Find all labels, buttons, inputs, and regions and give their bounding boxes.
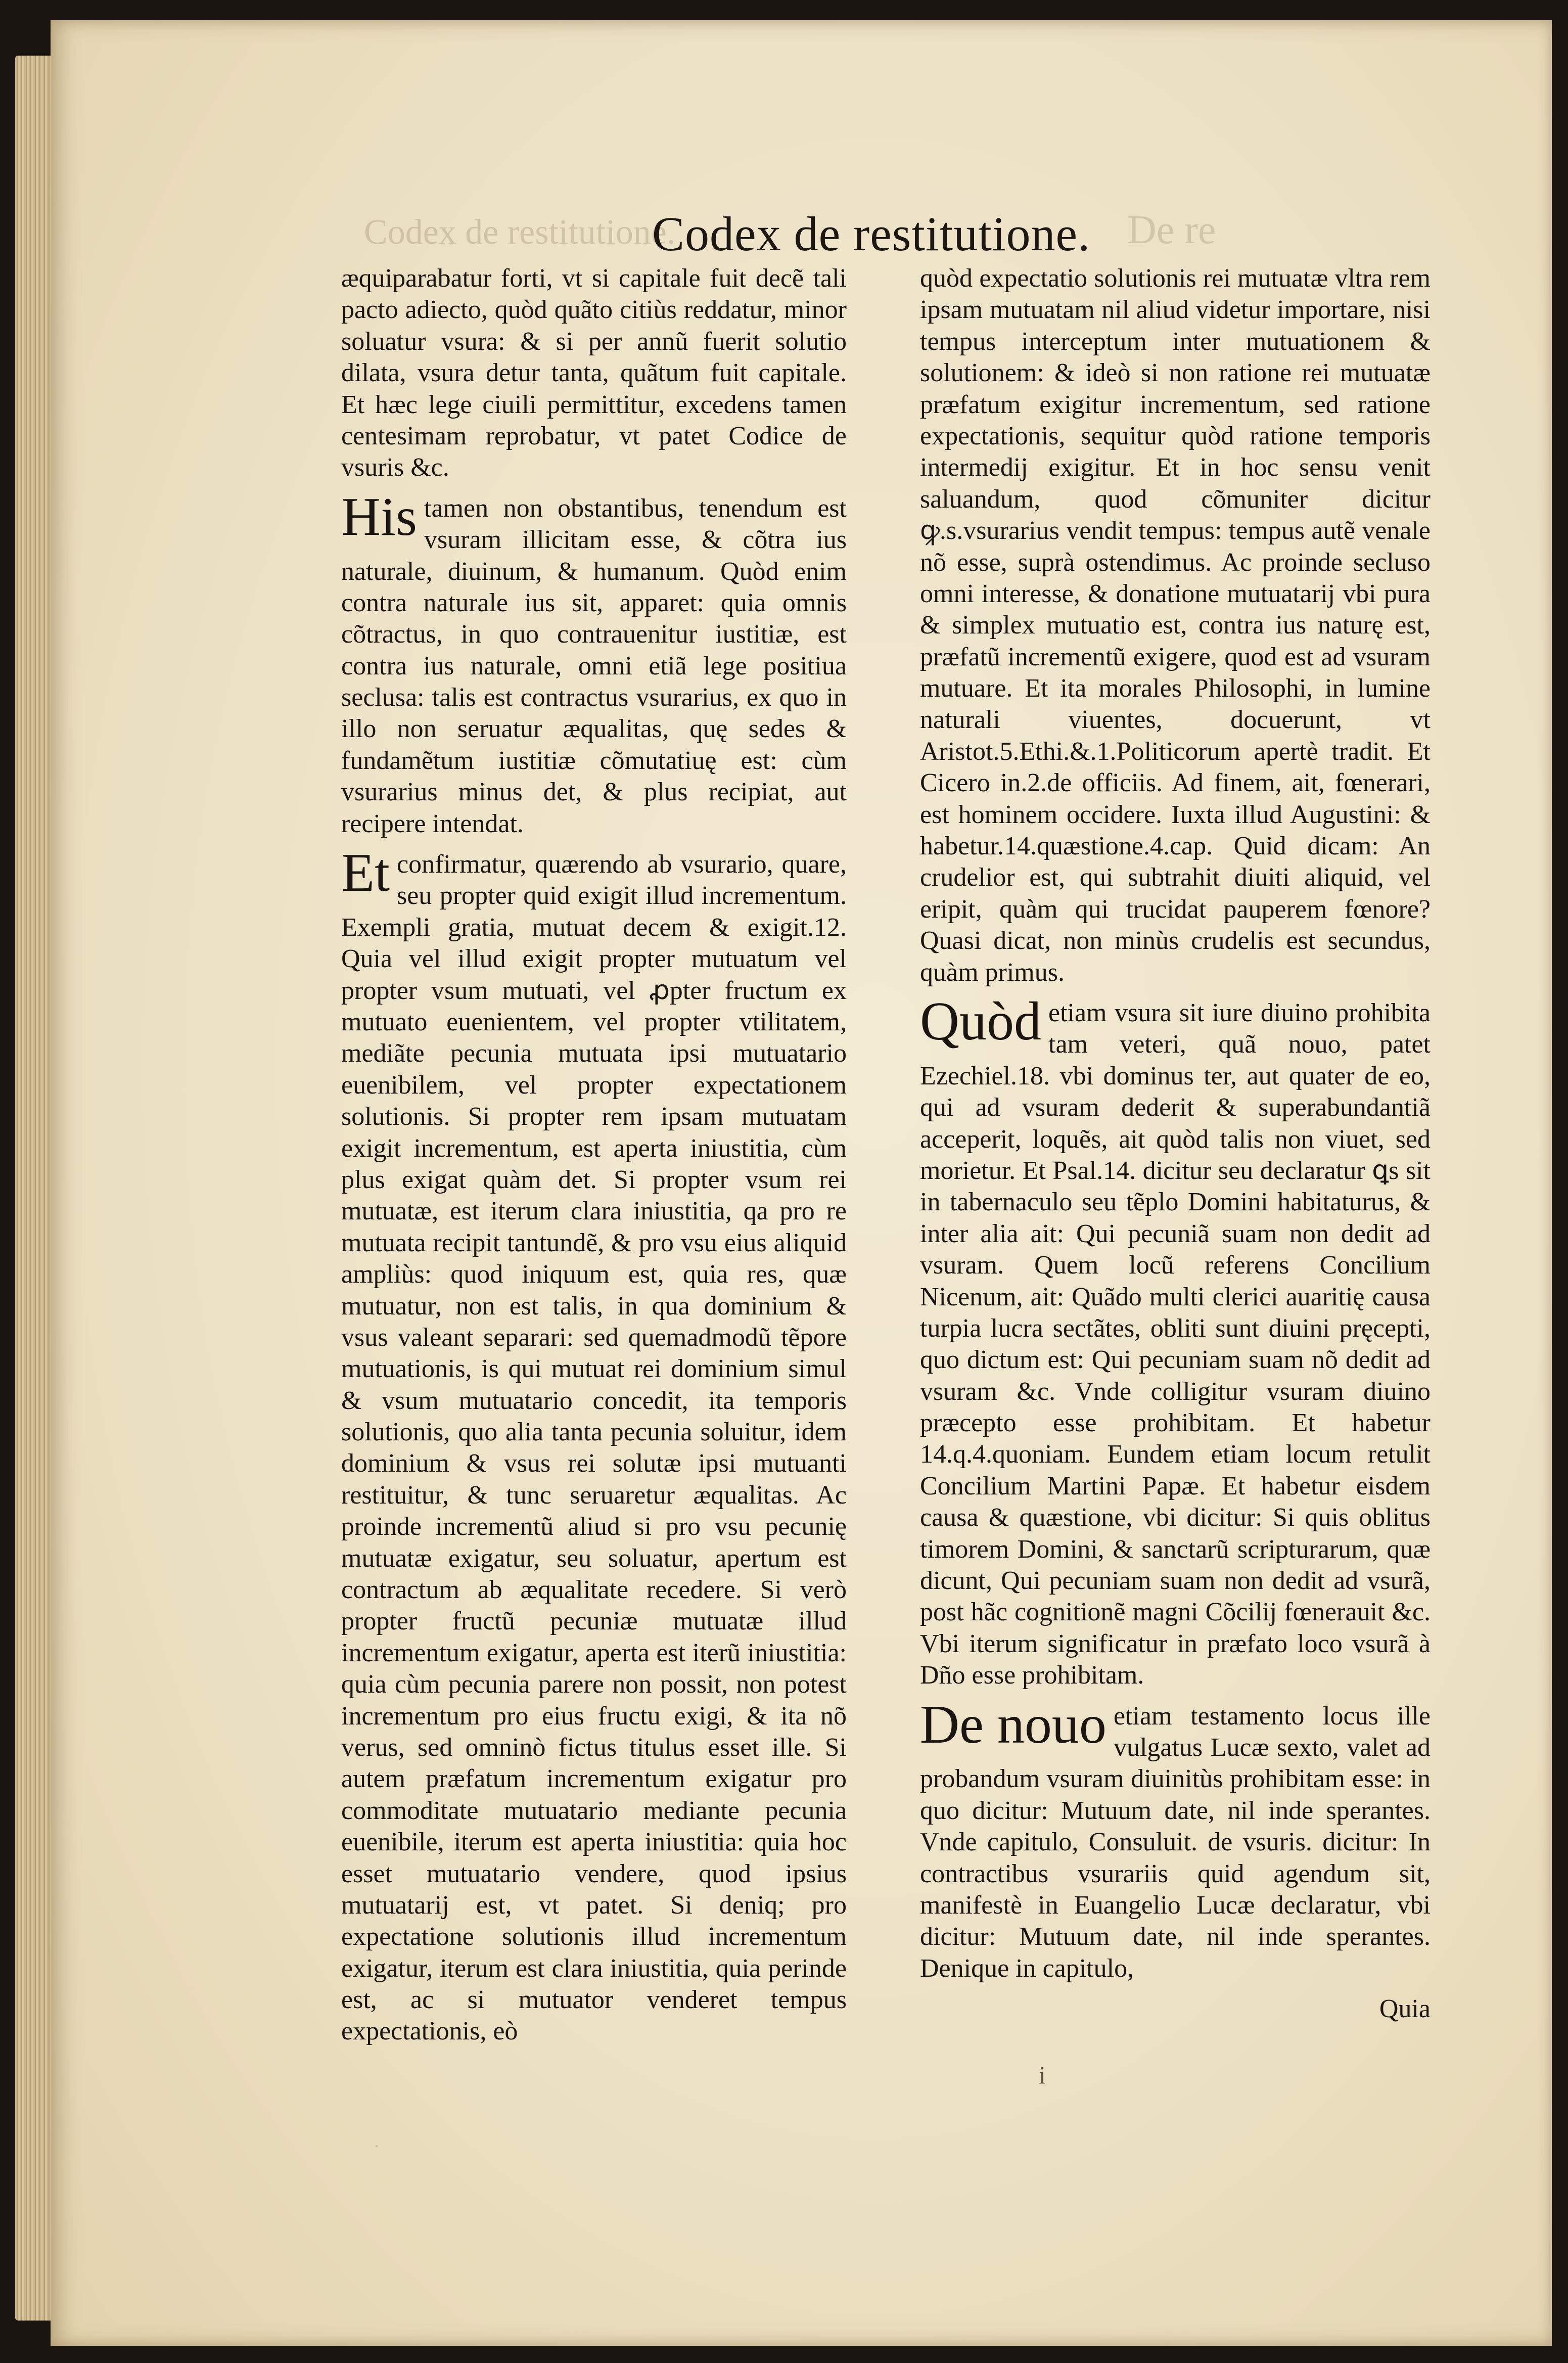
catchword: Quia xyxy=(1379,1994,1431,2024)
paragraph-2 xyxy=(341,486,847,840)
show-through-mark: . xyxy=(374,2129,380,2152)
show-through-left: Codex de restitutione. xyxy=(364,213,676,252)
signature-mark: i xyxy=(1039,2061,1046,2089)
initial-his: His xyxy=(341,486,418,547)
initial-de-nouo: De nouo xyxy=(920,1694,1106,1755)
paragraph-5-text: etiam vsura sit iure diuino prohibita tam veteri, quã nouo, patet Ezechiel.18. vbi dominus ter, aut quater de eo, qui ad vsuram dederit & superabundantiã acceperit, loquẽs, ait quòd talis non viuet, sed morietur. Et Psal.14. dicitur seu declaratur ꝗs sit in tabernaculo seu tẽplo Domini habitaturus, & inter alia ait: Qui pecuniã suam non dedit ad vsuram. Quem locũ referens Concilium Nicenum, ait: Quãdo multi clerici auaritię causa turpia lucra sectãtes, obliti sunt diuini pręcepti, quo dictum est: Qui pecuniam suam nõ dedit ad vsuram &c. Vnde colligitur vsuram diuino præcepto esse prohibitam. Et habetur 14.q.4.quoniam. Eundem etiam locum retulit Concilium Martini Papæ. Et habetur eisdem causa & quæstione, vbi dicitur: Si quis oblitus timorem Domini, & sanctarũ scripturarum, quæ dicunt, Qui pecuniam suam non dedit ad vsurã, post hãc cognitionẽ magni Cõcilij fœnerauit &c. Vbi iterum significatur in præfato loco vsurã à Dño esse prohibitam. xyxy=(920,998,1431,1690)
show-through-right: De re xyxy=(1127,208,1216,252)
paragraph-4: quòd expectatio solutionis rei mutuatæ vltra rem ipsam mutuatam nil aliud videtur importare, nisi tempus interceptum inter mutuationem & solutionem: & ideò si non ratione rei mutuatæ præfatum exigitur incrementum, sed ratione expectationis, sequitur quòd ratione temporis intermedij exigitur. Et in hoc sensu venit saluandum, quod cõmuniter dicitur ꝙ.s.vsurarius vendit tempus: tempus autẽ venale nõ esse, suprà ostendimus. Ac proinde secluso omni interesse, & donatione mutuatarij vbi pura & simplex mutuatio est, contra ius naturę est, præfatũ incrementũ exigere, quod est ad vsuram mutuare. Et ita morales Philosophi, in lumine naturali viuentes, docuerunt, vt Aristot.5.Ethi.&.1.Politicorum apertè tradit. Et Cicero in.2.de officiis. Ad finem, ait, fœnerari, est hominem occidere. Iuxta illud Augustini: & habetur.14.quæstione.4.cap. Quid dicam: An crudelior est, qui subtrahit diuiti aliquid, vel eripit, quàm qui trucidat pauperem fœnore? Quasi dicat, non minùs crudelis est secundus, quàm primus. xyxy=(920,264,1431,987)
paragraph-1: æquiparabatur forti, vt si capitale fuit decẽ tali pacto adiecto, quòd quãto citiùs reddatur, minor soluatur vsura: & si per annũ fuerit solutio dilata, vsura detur tanta, quãtum fuit capitale. Et hæc lege ciuili permittitur, excedens tamen centesimam reprobatur, vt patet Codice de vsuris &c. xyxy=(341,264,847,482)
paragraph-5 xyxy=(920,991,1431,1692)
initial-quod: Quòd xyxy=(920,991,1041,1052)
right-column xyxy=(920,263,1431,2025)
paragraph-3-text: confirmatur, quærendo ab vsurario, quare, seu propter quid exigit illud incrementum. Exempli gratia, mutuat decem & exigit.12. Quia vel illud exigit propter mutuatum vel propter vsum mutuati, vel ꝓpter fructum ex mutuato euenientem, vel propter vtilitatem, mediãte pecunia mutuata ipsi mutuatario euenibilem, vel propter expectationem solutionis. Si propter rem ipsam mutuatam exigit incrementum, est aperta iniustitia, cùm plus exigat quàm det. Si propter vsum rei mutuatæ, est iterum clara iniustitia, qa pro re mutuata recipit tantundẽ, & pro vsu eius aliquid ampliùs: quod iniquum est, quia res, quæ mutuatur, non est talis, in qua dominium & vsus valeant separari: sed quemadmodũ tẽpore mutuationis, is qui mutuat rei dominium simul & vsum mutuatario concedit, ita temporis solutionis, quo alia tanta pecunia soluitur, idem dominium & vsus rei solutæ ipsi mutuanti restituitur, & tunc seruaretur æqualitas. Ac proinde incrementũ aliud si pro vsu pecunię mutuatæ exigatur, seu soluatur, apertum est contractum ab æqualitate recedere. Si verò propter fructũ pecuniæ mutuatæ illud incrementum exigatur, aperta est iterũ iniustitia: quia cùm pecunia parere non possit, non potest incrementum pro eius fructu exigi, & ita nõ verus, sed omninò fictus titulus esset ille. Si autem præfatum incrementum exigatur pro commoditate mutuatario mediante pecunia euenibile, iterum est aperta iniustitia: quia hoc esset mutuatario vendere, quod ipsius mutuatarij est, vt patet. Si deniq; pro expectatione solutionis illud incrementum exigatur, iterum est clara iniustitia, quia perinde est, ac si mutuator venderet tempus expectationis, eò xyxy=(341,850,847,2046)
paragraph-2-text: tamen non obstantibus, tenendum est vsuram illicitam esse, & cõtra ius naturale, diuinum, & humanum. Quòd enim contra naturale ius sit, apparet: quia omnis cõtractus, in quo contrauenitur iustitiæ, est contra ius naturale, omni etiã lege positiua seclusa: talis est contractus vsurarius, ex quo in illo non seruatur æqualitas, quę sedes & fundamẽtum iustitiæ cõmutatiuę est: cùm vsurarius minus det, & plus recipiat, aut recipere intendat. xyxy=(341,493,847,838)
initial-et: Et xyxy=(341,843,390,903)
paragraph-6 xyxy=(920,1694,1431,1985)
left-column xyxy=(341,263,847,2057)
paragraph-3 xyxy=(341,843,847,2048)
paragraph-6-text: etiam testamento locus ille vulgatus Lucæ sexto, valet ad probandum vsuram diuinitùs prohibitam esse: in quo dicitur: Mutuum date, nil inde sperantes. Vnde capitulo, Consuluit. de vsuris. dicitur: In contractibus vsurariis quid agendum sit, manifestè in Euangelio Lucæ declaratur, vbi dicitur: Mutuum date, nil inde sperantes. Denique in capitulo, xyxy=(920,1701,1431,1983)
running-header: Codex de restitutione. xyxy=(652,207,1091,261)
